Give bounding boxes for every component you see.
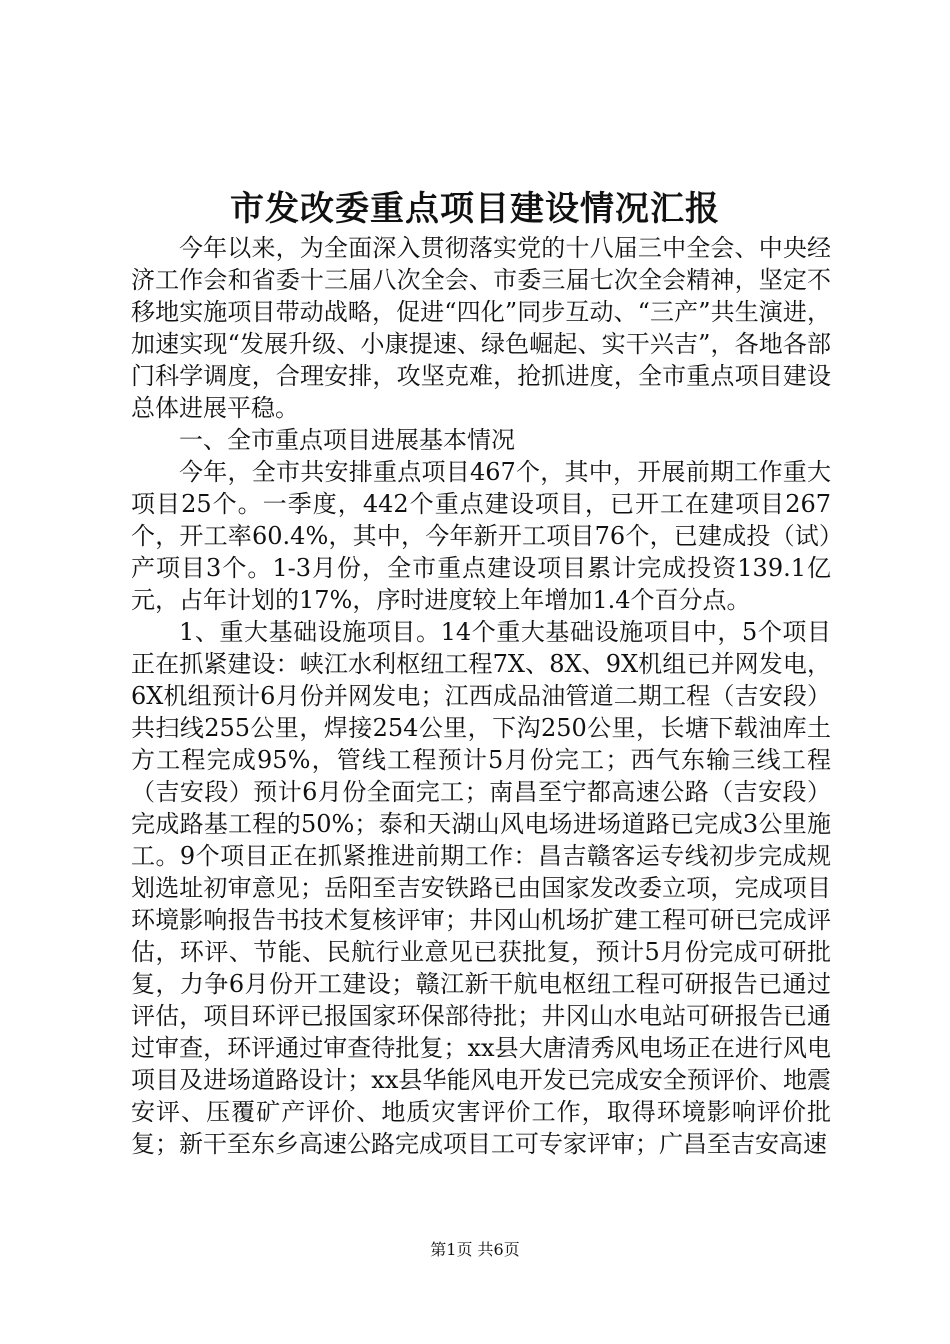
document-body	[131, 232, 831, 1160]
document-title: 市发改委重点项目建设情况汇报	[230, 189, 720, 229]
page-number: 第1页 共6页	[430, 1240, 520, 1259]
paragraph-intro: 今年以来，为全面深入贯彻落实党的十八届三中全会、中央经济工作会和省委十三届八次全会、市委三届七次全会精神，坚定不移地实施项目带动战略，促进“四化”同步互动、“三产”共生演进，加速实现“发展升级、小康提速、绿色崛起、实干兴吉”，各地各部门科学调度，合理安排，攻坚克难，抢抓进度，全市重点项目建设总体进展平稳。	[131, 234, 831, 422]
paragraph-infrastructure: 1、重大基础设施项目。14个重大基础设施项目中，5个项目正在抓紧建设：峡江水利枢纽工程7X、8X、9X机组已并网发电，6X机组预计6月份并网发电；江西成品油管道二期工程（吉安段）共扫线255公里，焊接254公里，下沟250公里，长塘下载油库土方工程完成95%，管线工程预计5月份完工；西气东输三线工程（吉安段）预计6月份全面完工；南昌至宁都高速公路（吉安段）完成路基工程的50%；泰和天湖山风电场进场道路已完成3公里施工。9个项目正在抓紧推进前期工作：昌吉赣客运专线初步完成规划选址初审意见；岳阳至吉安铁路已由国家发改委立项，完成项目环境影响报告书技术复核评审；井冈山机场扩建工程可研已完成评估，环评、节能、民航行业意见已获批复，预计5月份完成可研批复，力争6月份开工建设；赣江新干航电枢纽工程可研报告已通过评估，项目环评已报国家环保部待批；井冈山水电站可研报告已通过审查，环评通过审查待批复；xx县大唐清秀风电场正在进行风电项目及进场道路设计；xx县华能风电开发已完成安全预评价、地震安评、压覆矿产评价、地质灾害评价工作，取得环境影响评价批复；新干至东乡高速公路完成项目工可专家评审；广昌至吉安高速	[131, 618, 831, 1158]
section-heading: 一、全市重点项目进展基本情况	[179, 426, 515, 454]
paragraph-overview: 今年，全市共安排重点项目467个，其中，开展前期工作重大项目25个。一季度，442个重点建设项目，已开工在建项目267个，开工率60.4%，其中，今年新开工项目76个，已建成投（试）产项目3个。1-3月份，全市重点建设项目累计完成投资139.1亿元，占年计划的17%，序时进度较上年增加1.4个百分点。	[131, 458, 831, 614]
